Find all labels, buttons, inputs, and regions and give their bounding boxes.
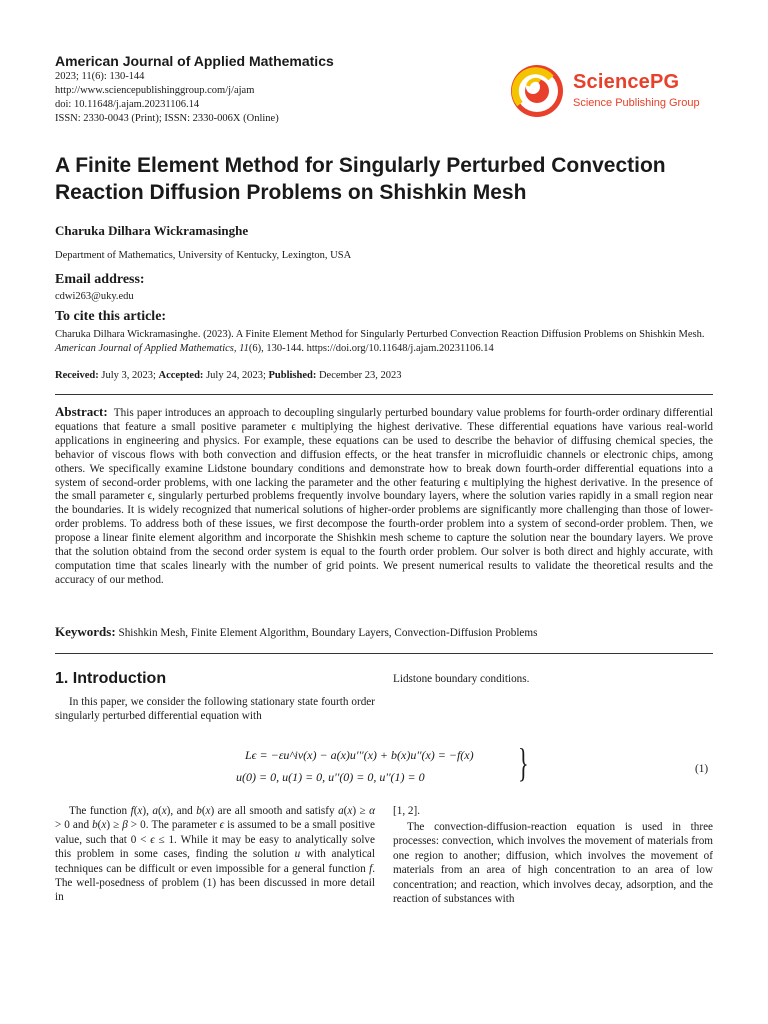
affiliation: Department of Mathematics, University of Kentucky, Lexington, USA	[55, 250, 352, 261]
right-column-paragraph: The convection-diffusion-reaction equation is used in three processes: convection, which involves the movement of materials from one region to another; diffusion, which involves the movement of materials from an area of high concentration to an area of low concentration; and reaction, which involves decay, adsorption, and the reaction of substances with	[393, 821, 713, 906]
received-date: July 3, 2023;	[101, 370, 156, 381]
published-label: Published:	[268, 370, 317, 381]
logo-name: SciencePG	[573, 71, 680, 93]
abstract-label: Abstract:	[55, 404, 108, 419]
divider-top	[55, 394, 713, 395]
intro-paragraph-1: In this paper, we consider the following stationary state fourth order singularly perturbed differential equation with	[55, 696, 375, 723]
issn-line: ISSN: 2330-0043 (Print); ISSN: 2330-006X (Online)	[55, 113, 279, 124]
accepted-date: July 24, 2023;	[206, 370, 266, 381]
right-column-citation: [1, 2].	[393, 805, 421, 817]
dates-line	[55, 370, 401, 381]
published-date: December 23, 2023	[318, 370, 402, 381]
logo-subtitle: Science Publishing Group	[573, 97, 700, 109]
volume-line: 2023; 11(6): 130-144	[55, 71, 145, 82]
journal-title: American Journal of Applied Mathematics	[55, 53, 334, 69]
keywords	[55, 624, 713, 640]
equation-line-1: Lϵ = −εu^iv(x) − a(x)u'''(x) + b(x)u''(x) = −f(x)	[245, 748, 474, 762]
accepted-label: Accepted:	[158, 370, 204, 381]
abstract	[55, 405, 713, 588]
keywords-label: Keywords:	[55, 624, 116, 639]
intro-paragraph-2: The function f(x), a(x), and b(x) are all smooth and satisfy a(x) ≥ α > 0 and b(x) ≥ β > 0. The parameter ϵ is assumed to be a small positive value, such that 0 < ϵ ≤ 1. While it may be easy to analytically solve this problem in some cases, finding the solution u with analytical techniques can be difficult or even impossible for a general function f. The well-posedness of problem (1) has been discussed in more detail in	[55, 805, 376, 904]
citation-journal: American Journal of Applied Mathematics, 11	[55, 343, 249, 354]
journal-url[interactable]: http://www.sciencepublishinggroup.com/j/ajam	[55, 85, 255, 96]
paper-title: A Finite Element Method for Singularly Perturbed Convection Reaction Diffusion Problems on Shishkin Mesh	[55, 154, 666, 204]
right-column-lead: Lidstone boundary conditions.	[393, 673, 530, 685]
keywords-text: Shishkin Mesh, Finite Element Algorithm, Boundary Layers, Convection-Diffusion Problems	[118, 627, 538, 639]
citation-main: Charuka Dilhara Wickramasinghe. (2023). A Finite Element Method for Singularly Perturbed Convection Reaction Diffusion Problems on Shishkin Mesh.	[55, 329, 705, 340]
brace-icon: }	[518, 740, 529, 785]
received-label: Received:	[55, 370, 99, 381]
email-heading: Email address:	[55, 272, 145, 287]
equation-line-2: u(0) = 0, u(1) = 0, u''(0) = 0, u''(1) = 0	[236, 770, 425, 784]
citation-tail: (6), 130-144. https://doi.org/10.11648/j.ajam.20231106.14	[248, 343, 494, 354]
section-heading-introduction: 1. Introduction	[55, 670, 167, 687]
author-name: Charuka Dilhara Wickramasinghe	[55, 223, 249, 238]
abstract-text: This paper introduces an approach to decoupling singularly perturbed boundary value problems for fourth-order ordinary differential equations that feature a small positive parameter ϵ multiplying the highest derivative. These differential equations have various real-world applications in engineering and physics. For example, these equations can be used to describe the behavior of diffusing chemical species, the behavior of viscous flows with both convection and diffusion effects, or the heat transfer in microfluidic channels or electronic chips, among others. We specifically examine Lidstone boundary conditions and demonstrate how to break down fourth-order differential equations into a system of second-order problems, with one lacking the parameter and the other featuring ϵ multiplying the highest derivative. In the presence of the small parameter ϵ, singularly perturbed problems frequently involve boundary layers, where the solution varies rapidly in a small region near the boundaries. It is widely recognized that numerical solutions of higher-order problems are significantly more challenging than those of lower-order problems. To address both of these issues, we first decompose the fourth-order problem into a system of second-order problem. Then, we propose a linear finite element algorithm and incorporate the Shishkin mesh scheme to capture the solution near the boundary layers. We prove that the solution obtaind from the second order system is equal to the fourth order problem. Our solver is both direct and highly accurate, with computation time that scales linearly with the number of grid points. We present numerical results to validate the theoretical results and the accuracy of our method.	[55, 407, 713, 586]
citation-text	[55, 328, 715, 356]
email-address[interactable]: cdwi263@uky.edu	[55, 291, 134, 302]
divider-bottom	[55, 653, 713, 654]
doi-line: doi: 10.11648/j.ajam.20231106.14	[55, 99, 200, 110]
cite-heading: To cite this article:	[55, 309, 167, 324]
equation-number: (1)	[695, 763, 709, 775]
